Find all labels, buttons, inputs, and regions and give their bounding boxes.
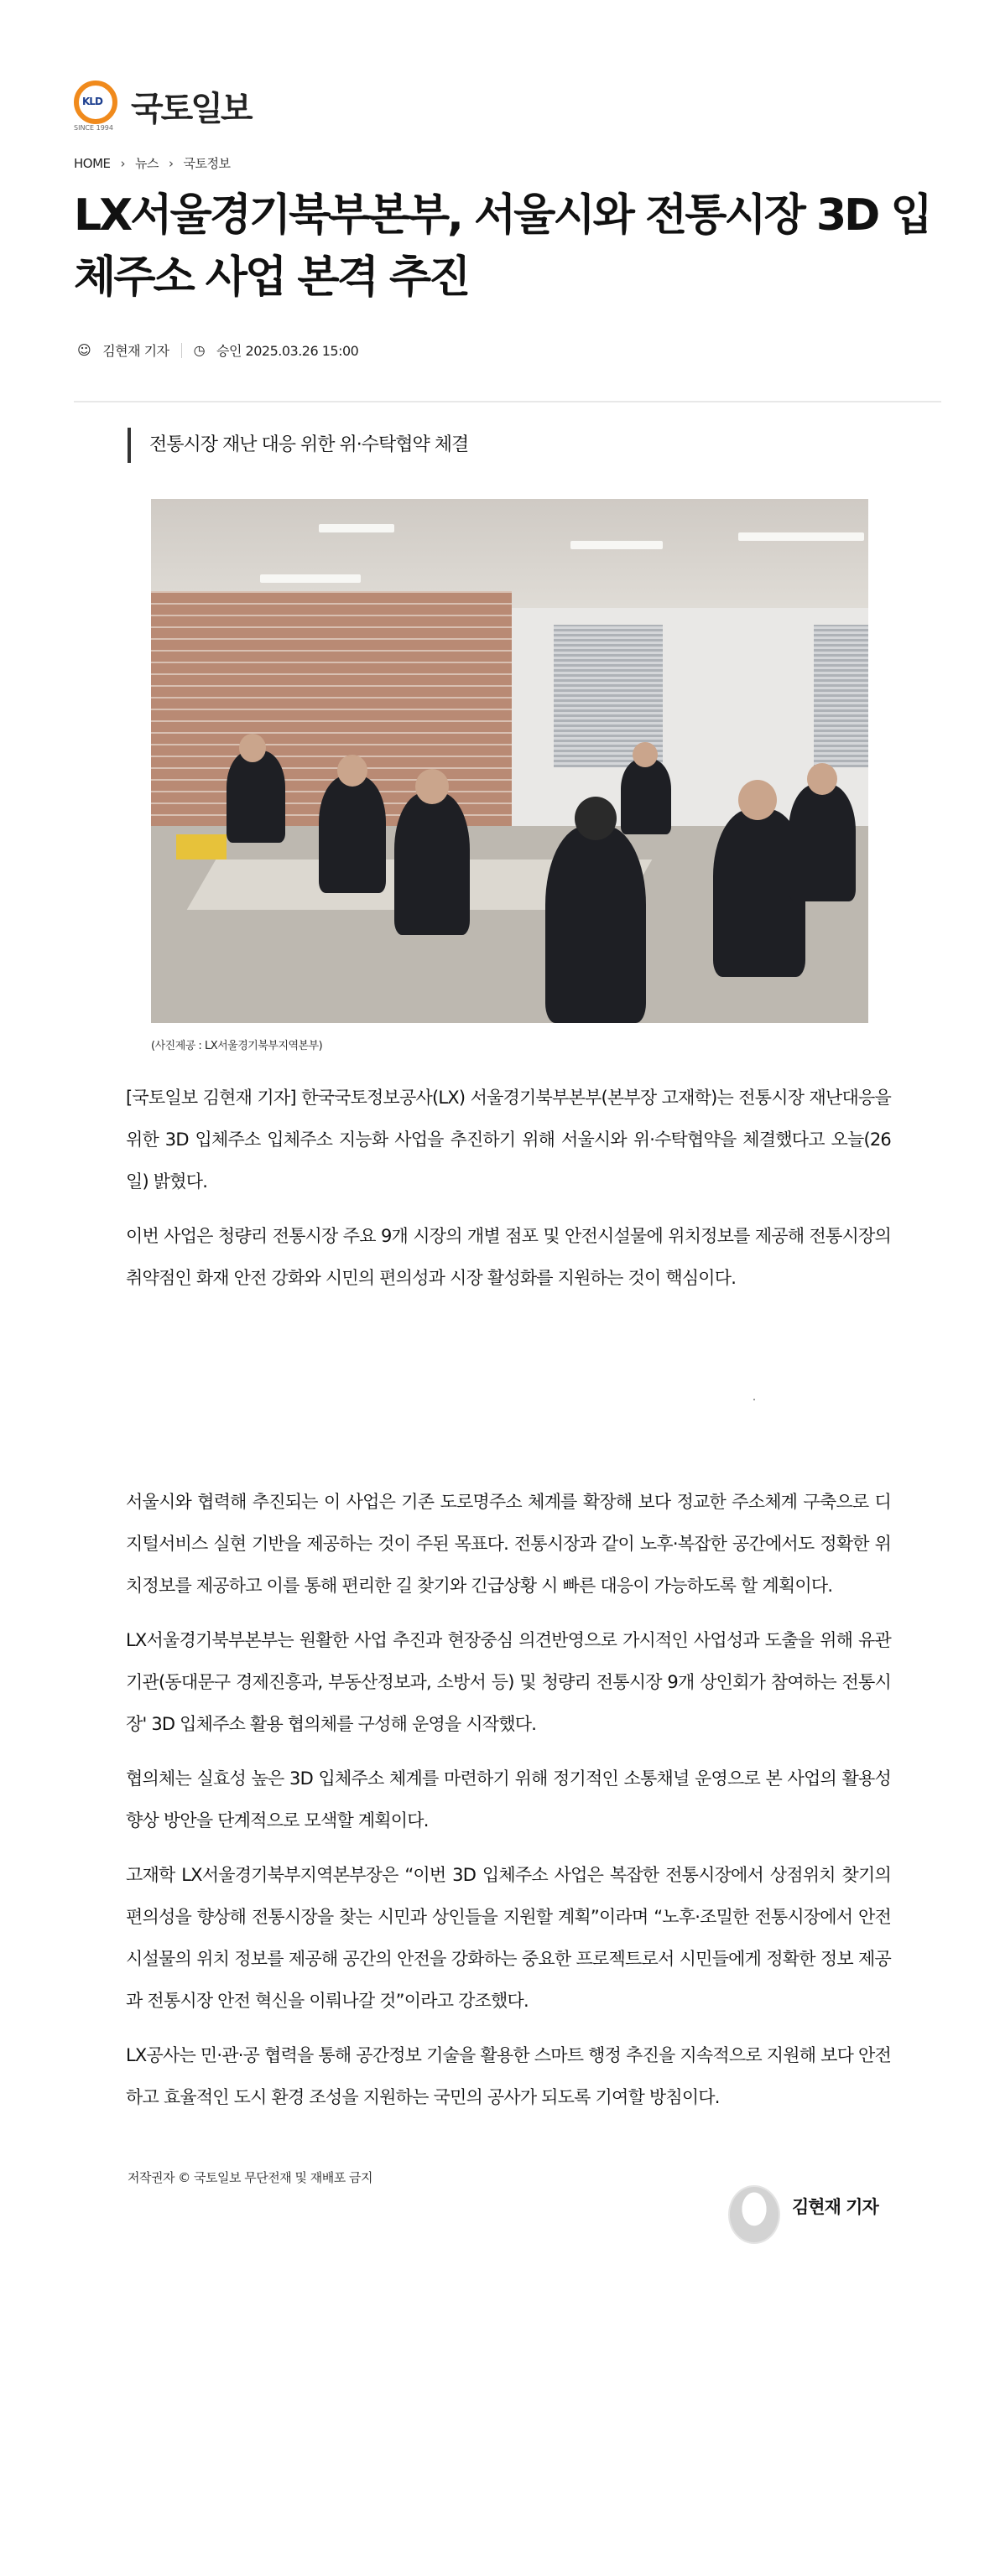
logo-since: SINCE 1994 <box>74 124 113 132</box>
paragraph: 고재학 LX서울경기북부지역본부장은 “이번 3D 입체주소 사업은 복잡한 전통시장에서 상점위치 찾기의 편의성을 향상해 전통시장을 찾는 시민과 상인들을 지원할 계획”이라며 “노후·조밀한 전통시장에서 안전시설물의 위치 정보를 제공해 공간의 안전을 강화하는 중요한 프로젝트로서 시민들에게 정확한 정보 제공과 전통시장 안전 혁신을 이뤄나갈 것”이라고 강조했다. <box>126 1865 891 2011</box>
chevron-right-icon: › <box>120 155 126 171</box>
breadcrumb-news[interactable]: 뉴스 <box>135 156 159 171</box>
copyright-notice: 저작권자 © 국토일보 무단전재 및 재배포 금지 <box>128 2170 372 2185</box>
author-box[interactable] <box>728 2185 878 2244</box>
logo-mark-text: KLD <box>82 96 102 107</box>
logo-text: 국토일보 <box>131 89 251 128</box>
approved-date: 승인 2025.03.26 15:00 <box>216 343 359 359</box>
header-divider <box>74 401 941 402</box>
author-byline[interactable]: 김현재 기자 <box>102 343 169 359</box>
paragraph: LX서울경기북부본부는 원활한 사업 추진과 현장중심 의견반영으로 가시적인 사업성과 도출을 위해 유관기관(동대문구 경제진흥과, 부동산정보과, 소방서 등) 및 청량리 전통시장 9개 상인회가 참여하는 전통시장' 3D 입체주소 활용 협의체를 구성해 운영을 시작했다. <box>126 1630 891 1734</box>
paragraph: LX공사는 민·관·공 협력을 통해 공간정보 기술을 활용한 스마트 행정 추진을 지속적으로 지원해 보다 안전하고 효율적인 도시 환경 조성을 지원하는 국민의 공사가 되도록 기여할 방침이다. <box>126 2045 891 2107</box>
logo-mark-icon <box>74 80 121 131</box>
site-logo[interactable] <box>74 80 251 131</box>
breadcrumb-section[interactable]: 국토정보 <box>183 156 231 171</box>
photo-caption: (사진제공 : LX서울경기북부지역본부) <box>151 1040 323 1052</box>
article-subtitle: 전통시장 재난 대응 위한 위·수탁협약 체결 <box>128 428 468 463</box>
paragraph: 협의체는 실효성 높은 3D 입체주소 체계를 마련하기 위해 정기적인 소통채널 운영으로 본 사업의 활용성 향상 방안을 단계적으로 모색할 계획이다. <box>126 1768 891 1831</box>
chevron-right-icon: › <box>169 155 174 171</box>
paragraph: [국토일보 김현재 기자] 한국국토정보공사(LX) 서울경기북부본부(본부장 고재학)는 전통시장 재난대응을 위한 3D 입체주소 입체주소 지능화 사업을 추진하기 위해 서울시와 위·수탁협약을 체결했다고 오늘(26일) 밝혔다. <box>126 1088 891 1192</box>
meta-divider <box>181 343 182 358</box>
article-meta <box>77 340 358 360</box>
article-body-bottom <box>126 1481 891 2131</box>
clock-icon: ◷ <box>193 342 206 358</box>
user-icon: ☺ <box>77 342 91 358</box>
breadcrumb-home[interactable]: HOME <box>74 155 111 171</box>
article-photo <box>151 499 868 1023</box>
article-body-top <box>126 1077 891 1311</box>
paragraph: 이번 사업은 청량리 전통시장 주요 9개 시장의 개별 점포 및 안전시설물에 위치정보를 제공해 전통시장의 취약점인 화재 안전 강화와 시민의 편의성과 시장 활성화를 지원하는 것이 핵심이다. <box>126 1226 891 1288</box>
author-name: 김현재 기자 <box>792 2197 878 2217</box>
avatar <box>728 2185 780 2244</box>
stray-dot <box>753 1399 755 1400</box>
paragraph: 서울시와 협력해 추진되는 이 사업은 기존 도로명주소 체계를 확장해 보다 정교한 주소체계 구축으로 디지털서비스 실현 기반을 제공하는 것이 주된 목표다. 전통시장과 같이 노후·복잡한 공간에서도 정확한 위치정보를 제공하고 이를 통해 편리한 길 찾기와 긴급상황 시 빠른 대응이 가능하도록 할 계획이다. <box>126 1492 891 1596</box>
breadcrumb <box>74 154 230 172</box>
article-title: LX서울경기북부본부, 서울시와 전통시장 3D 입체주소 사업 본격 추진 <box>74 190 930 303</box>
